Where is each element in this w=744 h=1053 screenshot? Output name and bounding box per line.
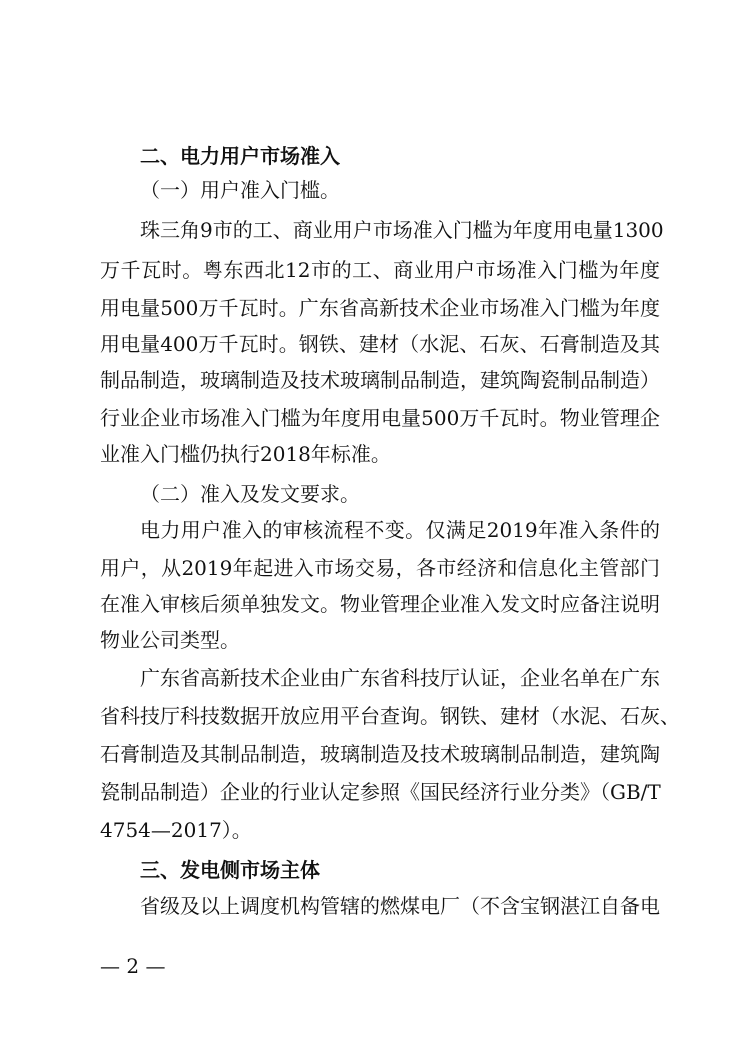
paragraph-1-line-7: 业准入门槛仍执行2018年标准。 bbox=[100, 442, 391, 466]
section-heading-3: 三、发电侧市场主体 bbox=[140, 858, 320, 882]
subsection-heading-2: （二）准入及发文要求。 bbox=[140, 482, 360, 506]
paragraph-3-line-5: 4754—2017）。 bbox=[100, 818, 252, 842]
paragraph-2-line-1: 电力用户准入的审核流程不变。仅满足2019年准入条件的 bbox=[140, 518, 660, 542]
page-number: — 2 — bbox=[100, 954, 166, 978]
paragraph-3-line-3: 石膏制造及其制品制造，玻璃制造及技术玻璃制品制造，建筑陶 bbox=[100, 742, 660, 766]
paragraph-1-line-2: 万千瓦时。粤东西北12市的工、商业用户市场准入门槛为年度 bbox=[100, 258, 660, 282]
paragraph-3-line-1: 广东省高新技术企业由广东省科技厅认证，企业名单在广东 bbox=[140, 666, 660, 690]
paragraph-1-line-6: 行业企业市场准入门槛为年度用电量500万千瓦时。物业管理企 bbox=[100, 406, 660, 430]
paragraph-3-line-4: 瓷制品制造）企业的行业认定参照《国民经济行业分类》（GB/T bbox=[100, 780, 661, 804]
paragraph-2-line-2: 用户，从2019年起进入市场交易，各市经济和信息化主管部门 bbox=[100, 556, 660, 580]
paragraph-1-line-3: 用电量500万千瓦时。广东省高新技术企业市场准入门槛为年度 bbox=[100, 296, 660, 320]
paragraph-2-line-4: 物业公司类型。 bbox=[100, 628, 240, 652]
paragraph-1-line-1: 珠三角9市的工、商业用户市场准入门槛为年度用电量1300 bbox=[140, 218, 664, 242]
paragraph-4-line-1: 省级及以上调度机构管辖的燃煤电厂（不含宝钢湛江自备电 bbox=[140, 894, 660, 918]
paragraph-3-line-2: 省科技厅科技数据开放应用平台查询。钢铁、建材（水泥、石灰、 bbox=[100, 704, 680, 728]
subsection-heading-1: （一）用户准入门槛。 bbox=[140, 178, 340, 202]
section-heading-2: 二、电力用户市场准入 bbox=[140, 144, 340, 168]
paragraph-1-line-5: 制品制造，玻璃制造及技术玻璃制品制造，建筑陶瓷制品制造） bbox=[100, 368, 660, 392]
paragraph-2-line-3: 在准入审核后须单独发文。物业管理企业准入发文时应备注说明 bbox=[100, 592, 660, 616]
paragraph-1-line-4: 用电量400万千瓦时。钢铁、建材（水泥、石灰、石膏制造及其 bbox=[100, 332, 660, 356]
